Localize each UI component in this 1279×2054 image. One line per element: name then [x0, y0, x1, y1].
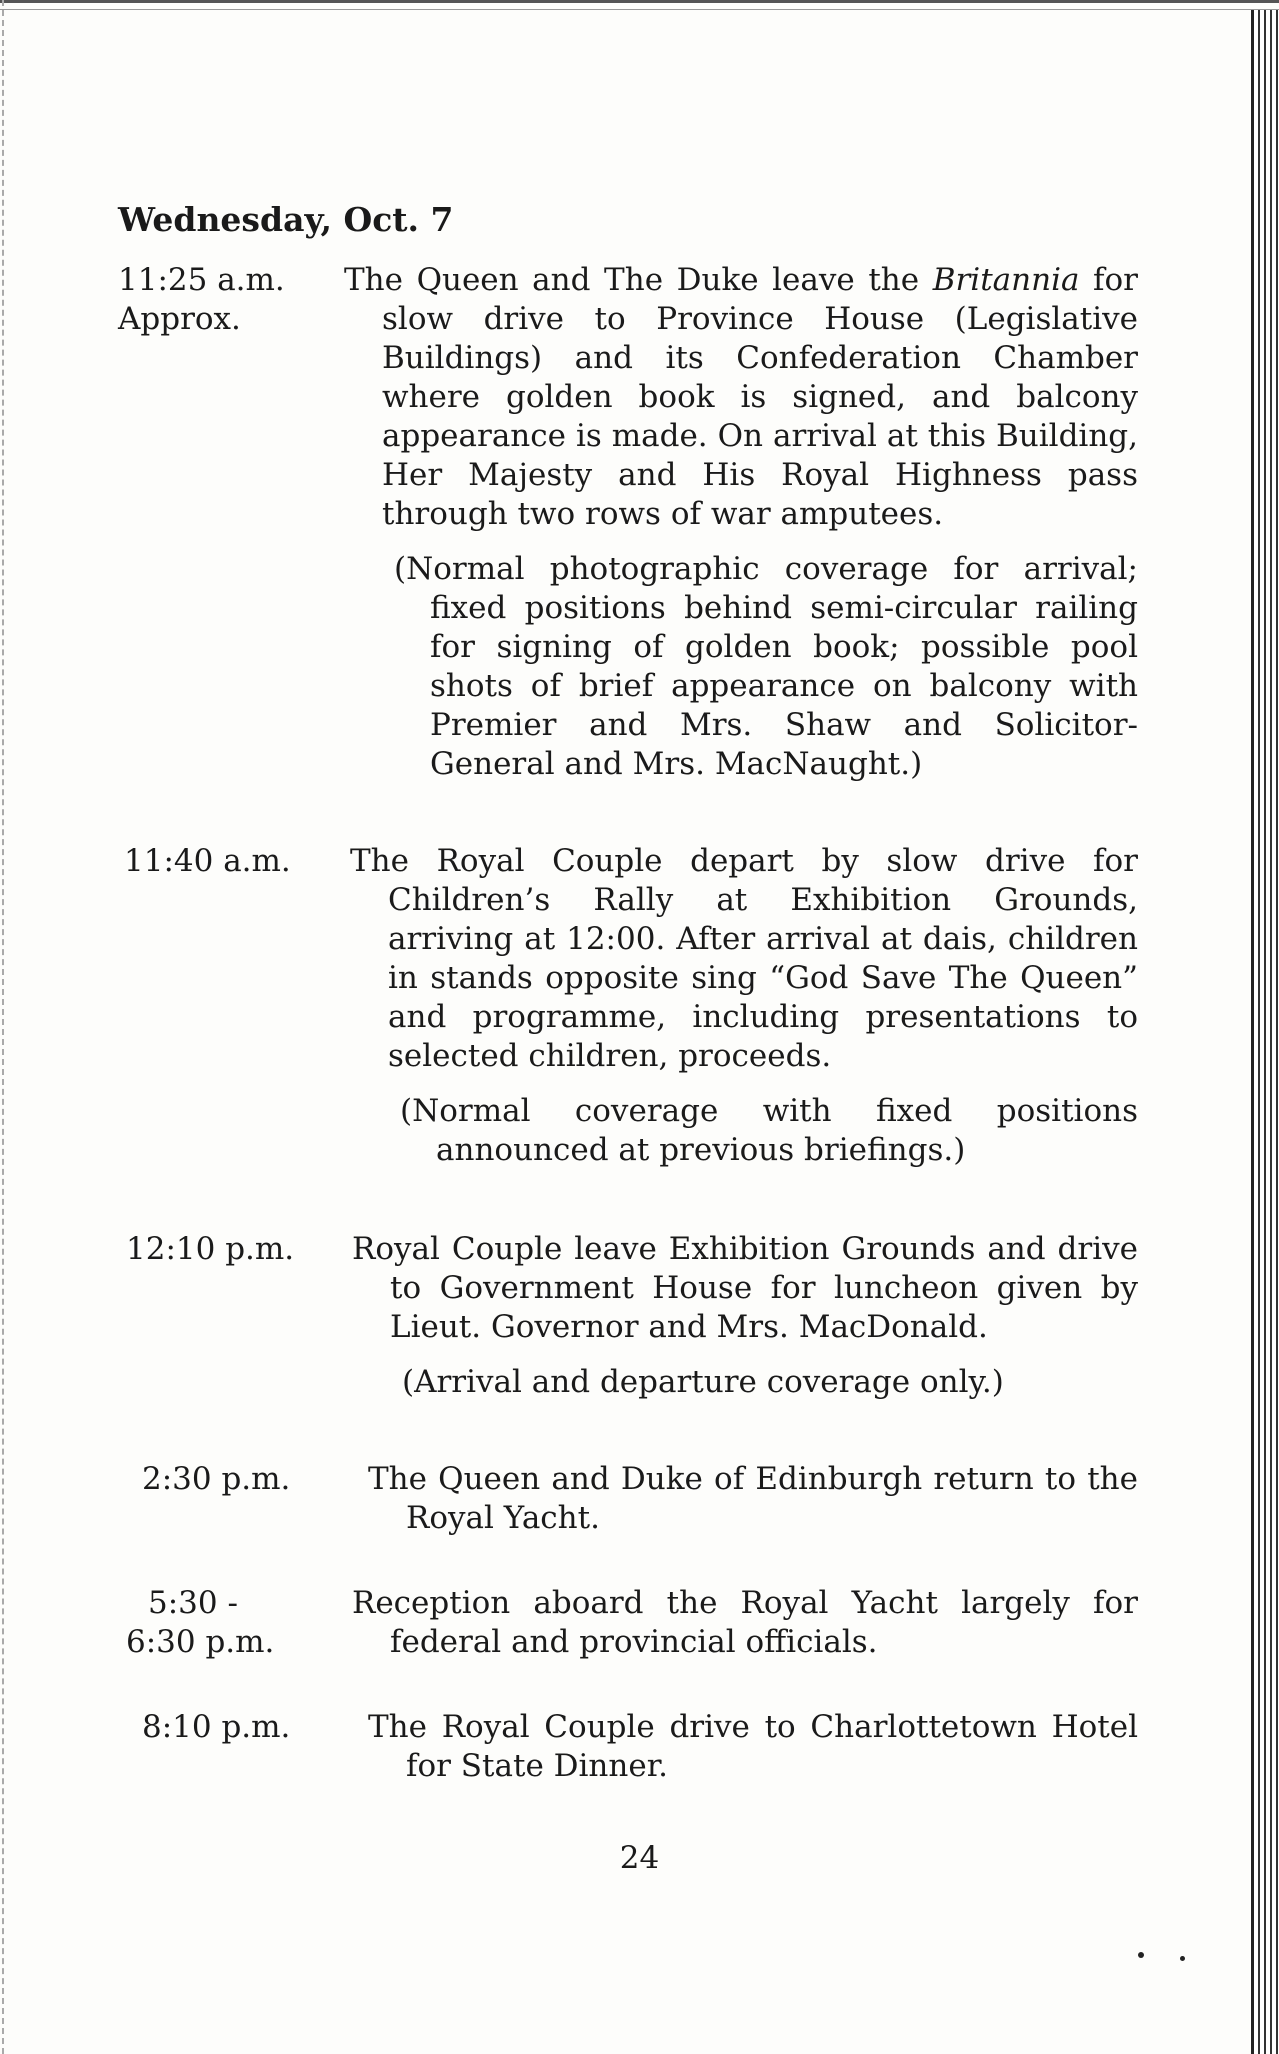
entry-text: Royal Couple leave Exhibition Grounds and drive to Government House for luncheon given by Lieut. Governor and Mrs. MacDonald. — [352, 1231, 1138, 1345]
schedule-entry — [118, 1230, 1138, 1402]
entry-time: 12:10 p.m. — [126, 1231, 295, 1267]
schedule-entry — [118, 1708, 1138, 1786]
schedule-entry — [118, 842, 1138, 1170]
entry-body — [344, 261, 1138, 784]
page-number: 24 — [619, 1840, 660, 1876]
ink-speck — [1138, 1952, 1144, 1958]
entry-text: The Queen and Duke of Edinburgh return to the Royal Yacht. — [368, 1461, 1138, 1536]
schedule-entry — [118, 1460, 1138, 1538]
page-top-edge — [0, 0, 1279, 10]
entry-note: (Normal coverage with fixed positions announced at previous briefings.) — [400, 1093, 1138, 1168]
entry-time: 5:30 - 6:30 p.m. — [126, 1585, 275, 1660]
entry-body — [352, 1584, 1138, 1662]
entry-note: (Arrival and departure coverage only.) — [402, 1364, 1004, 1400]
day-header: Wednesday, Oct. 7 — [118, 200, 454, 239]
entry-note: (Normal photographic coverage for arrival; fixed positions behind semi-circular railing for signing of golden book; possible pool shots of brief appearance on balcony with Premier and Mrs. Shaw and Solicitor-General and Mrs. MacNaught.) — [394, 551, 1138, 782]
ship-name: Britannia — [932, 262, 1080, 298]
schedule-entry — [118, 261, 1138, 784]
entry-text: The Queen and The Duke leave the Britannia for slow drive to Province House (Legislative Buildings) and its Confederation Chamber where golden book is signed, and balcony appearance is made. On arrival at this Building, Her Majesty and His Royal Highness pass through two rows of war amputees. — [344, 262, 1139, 532]
entry-time: 11:25 a.m. Approx. — [118, 262, 285, 337]
page-binding-edge — [1251, 10, 1279, 2054]
schedule-entry — [118, 1584, 1138, 1662]
entry-body — [368, 1708, 1138, 1786]
entry-time: 11:40 a.m. — [124, 843, 291, 879]
entry-time: 8:10 p.m. — [142, 1709, 291, 1745]
entry-body — [350, 842, 1138, 1170]
entry-text: Reception aboard the Royal Yacht largely for federal and provincial officials. — [352, 1585, 1138, 1660]
ink-speck — [1180, 1956, 1185, 1961]
page-left-edge — [2, 0, 10, 2054]
entry-text: The Royal Couple drive to Charlottetown Hotel for State Dinner. — [368, 1709, 1138, 1784]
entry-body — [368, 1460, 1138, 1538]
entry-time: 2:30 p.m. — [142, 1461, 291, 1497]
entry-body — [352, 1230, 1138, 1402]
schedule — [118, 200, 1138, 1850]
entry-text: The Royal Couple depart by slow drive for Children’s Rally at Exhibition Grounds, arriving at 12:00. After arrival at dais, children in stands opposite sing “God Save The Queen” and programme, including presentations to selected children, proceeds. — [350, 843, 1138, 1074]
